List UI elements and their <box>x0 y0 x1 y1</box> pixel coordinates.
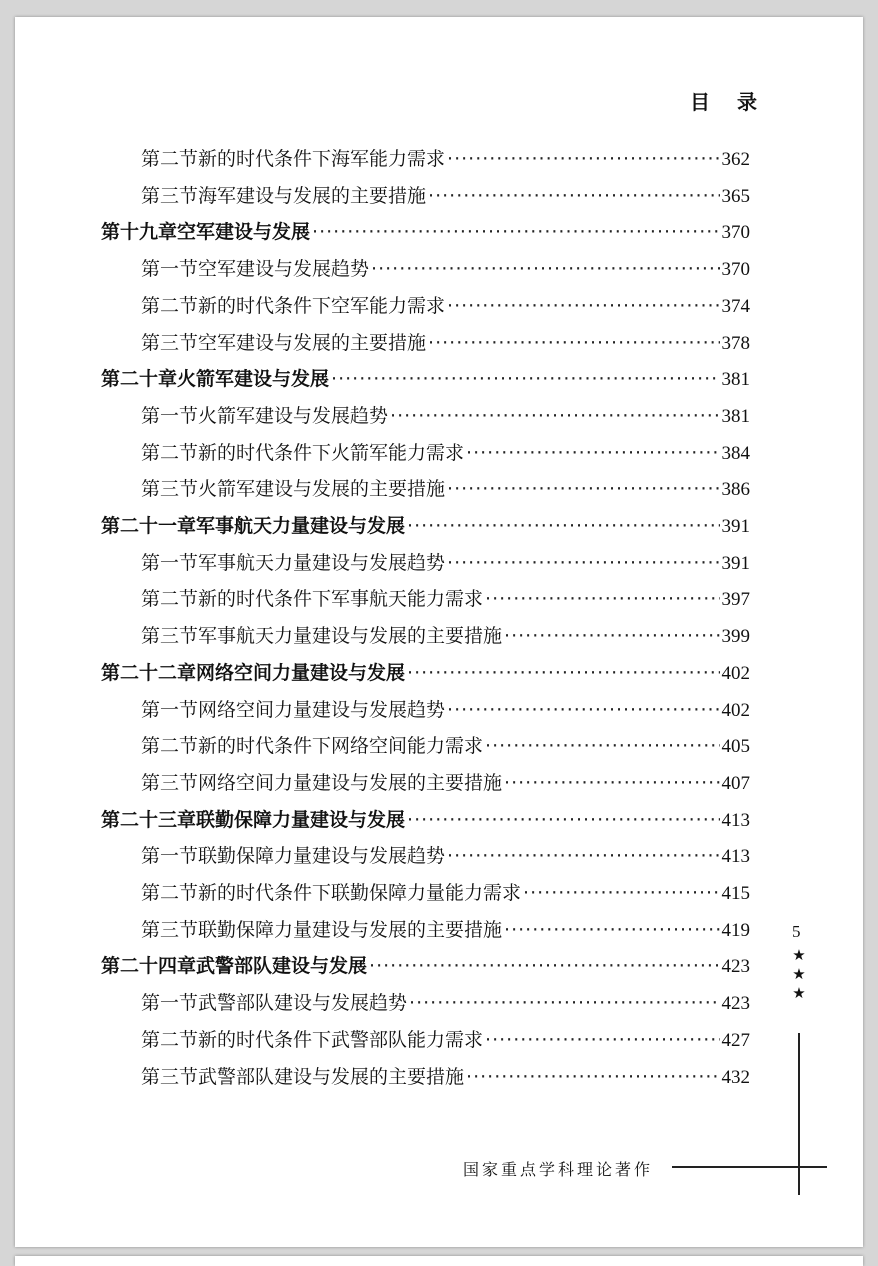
toc-section-entry <box>141 440 750 466</box>
toc-entry-label: 第二节 <box>141 295 199 317</box>
toc-entry-title: 军事航天力量建设与发展趋势 <box>198 552 446 574</box>
dot-leader <box>369 953 719 979</box>
footer-series-title: 国家重点学科理论著作 <box>463 1160 654 1179</box>
toc-entry-page-number: 432 <box>721 1067 750 1088</box>
dot-leader <box>447 293 719 319</box>
toc-entry-label: 第三节 <box>141 919 199 941</box>
dot-leader <box>504 917 719 943</box>
toc-entry-title: 网络空间力量建设与发展 <box>196 662 406 684</box>
toc-entry-label: 第二十一章 <box>101 515 197 537</box>
dot-leader <box>371 256 719 282</box>
dot-leader <box>485 1027 719 1053</box>
toc-entry-page-number: 423 <box>721 956 750 977</box>
toc-section-entry <box>141 1064 750 1090</box>
toc-entry-label: 第一节 <box>141 552 199 574</box>
toc-section-entry <box>141 880 750 906</box>
toc-chapter-entry <box>101 660 750 686</box>
toc-entry-title: 新的时代条件下空军能力需求 <box>198 295 446 317</box>
toc-entry-page-number: 370 <box>721 259 750 280</box>
toc-entry-page-number: 384 <box>721 443 750 464</box>
dot-leader <box>447 550 719 576</box>
toc-section-entry <box>141 550 750 576</box>
toc-entry-title: 新的时代条件下联勤保障力量能力需求 <box>198 882 522 904</box>
toc-entry-label: 第一节 <box>141 258 199 280</box>
toc-entry-label: 第三节 <box>141 625 199 647</box>
toc-entry-title: 武警部队建设与发展趋势 <box>198 992 408 1014</box>
toc-section-entry <box>141 330 750 356</box>
toc-entry-page-number: 419 <box>721 920 750 941</box>
toc-entry-page-number: 374 <box>721 296 750 317</box>
toc-section-entry <box>141 623 750 649</box>
dot-leader <box>407 660 719 686</box>
dot-leader <box>447 476 719 502</box>
toc-entry-title: 火箭军建设与发展趋势 <box>198 405 389 427</box>
toc-entry-label: 第二节 <box>141 442 199 464</box>
toc-entry-label: 第一节 <box>141 699 199 721</box>
toc-entry-title: 联勤保障力量建设与发展趋势 <box>198 845 446 867</box>
page-title: 目 录 <box>690 90 767 114</box>
toc-entry-title: 新的时代条件下军事航天能力需求 <box>198 588 484 610</box>
dot-leader <box>466 1064 719 1090</box>
toc-entry-label: 第二节 <box>141 735 199 757</box>
next-page-edge <box>15 1256 863 1266</box>
toc-entry-page-number: 391 <box>721 516 750 537</box>
star-ornament <box>789 946 809 1003</box>
toc-entry-label: 第二节 <box>141 588 199 610</box>
toc-entry-title: 武警部队建设与发展 <box>196 955 368 977</box>
star-icon: ★ <box>792 984 806 1002</box>
toc-entry-page-number: 362 <box>721 149 750 170</box>
toc-entry-title: 联勤保障力量建设与发展 <box>196 809 406 831</box>
toc-section-entry <box>141 697 750 723</box>
toc-entry-title: 空军建设与发展的主要措施 <box>198 332 427 354</box>
toc-entry-title: 联勤保障力量建设与发展的主要措施 <box>198 919 503 941</box>
toc-entry-label: 第二十三章 <box>101 809 197 831</box>
toc-section-entry <box>141 183 750 209</box>
dot-leader <box>407 807 719 833</box>
dot-leader <box>331 366 719 392</box>
toc-chapter-entry <box>101 219 750 245</box>
dot-leader <box>447 697 719 723</box>
dot-leader <box>504 623 719 649</box>
dot-leader <box>485 586 719 612</box>
toc-entry-label: 第三节 <box>141 332 199 354</box>
toc-section-entry <box>141 403 750 429</box>
toc-section-entry <box>141 146 750 172</box>
toc-entry-title: 军事航天力量建设与发展 <box>196 515 406 537</box>
dot-leader <box>504 770 719 796</box>
dot-leader <box>466 440 719 466</box>
toc-entry-title: 网络空间力量建设与发展的主要措施 <box>198 772 503 794</box>
dot-leader <box>409 990 719 1016</box>
toc-entry-page-number: 381 <box>721 369 750 390</box>
toc-entry-label: 第二节 <box>141 1029 199 1051</box>
toc-entry-page-number: 413 <box>721 846 750 867</box>
toc-chapter-entry <box>101 953 750 979</box>
toc-entry-label: 第三节 <box>141 478 199 500</box>
toc-entry-page-number: 413 <box>721 810 750 831</box>
toc-entry-page-number: 402 <box>721 700 750 721</box>
toc-section-entry <box>141 1027 750 1053</box>
toc-entry-page-number: 391 <box>721 553 750 574</box>
toc-entry-page-number: 386 <box>721 479 750 500</box>
vertical-rule <box>798 1033 800 1195</box>
toc-entry-title: 新的时代条件下网络空间能力需求 <box>198 735 484 757</box>
page-number: 5 <box>792 922 801 941</box>
toc-section-entry <box>141 733 750 759</box>
toc-section-entry <box>141 770 750 796</box>
toc-entry-title: 新的时代条件下火箭军能力需求 <box>198 442 465 464</box>
toc-entry-label: 第二节 <box>141 882 199 904</box>
toc-entry-title: 新的时代条件下海军能力需求 <box>198 148 446 170</box>
toc-entry-label: 第一节 <box>141 845 199 867</box>
star-icon: ★ <box>792 965 806 983</box>
toc-section-entry <box>141 256 750 282</box>
toc-entry-label: 第三节 <box>141 1066 199 1088</box>
toc-section-entry <box>141 586 750 612</box>
toc-entry-page-number: 397 <box>721 589 750 610</box>
toc-entry-page-number: 402 <box>721 663 750 684</box>
toc-entry-title: 空军建设与发展 <box>177 221 311 243</box>
toc-entry-title: 火箭军建设与发展的主要措施 <box>198 478 446 500</box>
dot-leader <box>407 513 719 539</box>
dot-leader <box>428 183 719 209</box>
toc-entry-page-number: 399 <box>721 626 750 647</box>
toc-entry-title: 海军建设与发展的主要措施 <box>198 185 427 207</box>
toc-entry-title: 火箭军建设与发展 <box>177 368 330 390</box>
dot-leader <box>428 330 719 356</box>
toc-entry-page-number: 381 <box>721 406 750 427</box>
toc-entry-label: 第十九章 <box>101 221 178 243</box>
horizontal-rule <box>672 1166 827 1168</box>
toc-section-entry <box>141 917 750 943</box>
dot-leader <box>447 146 719 172</box>
toc-entry-label: 第二十章 <box>101 368 178 390</box>
toc-entry-label: 第一节 <box>141 992 199 1014</box>
dot-leader <box>390 403 719 429</box>
toc-entry-page-number: 423 <box>721 993 750 1014</box>
toc-entry-page-number: 415 <box>721 883 750 904</box>
toc-entry-label: 第二节 <box>141 148 199 170</box>
toc-entry-page-number: 370 <box>721 222 750 243</box>
toc-entry-page-number: 405 <box>721 736 750 757</box>
toc-entry-label: 第三节 <box>141 772 199 794</box>
toc-entry-page-number: 378 <box>721 333 750 354</box>
toc-section-entry <box>141 476 750 502</box>
toc-entry-title: 新的时代条件下武警部队能力需求 <box>198 1029 484 1051</box>
dot-leader <box>312 219 719 245</box>
toc-entry-label: 第二十四章 <box>101 955 197 977</box>
toc-chapter-entry <box>101 807 750 833</box>
dot-leader <box>523 880 719 906</box>
toc-entry-page-number: 407 <box>721 773 750 794</box>
dot-leader <box>485 733 719 759</box>
toc-section-entry <box>141 293 750 319</box>
toc-section-entry <box>141 843 750 869</box>
toc-chapter-entry <box>101 366 750 392</box>
toc-entry-page-number: 365 <box>721 186 750 207</box>
toc-entry-label: 第一节 <box>141 405 199 427</box>
toc-entry-page-number: 427 <box>721 1030 750 1051</box>
toc-entry-title: 空军建设与发展趋势 <box>198 258 370 280</box>
toc-entry-label: 第二十二章 <box>101 662 197 684</box>
toc-entry-title: 网络空间力量建设与发展趋势 <box>198 699 446 721</box>
star-icon: ★ <box>792 946 806 964</box>
toc-entry-label: 第三节 <box>141 185 199 207</box>
toc-entry-title: 武警部队建设与发展的主要措施 <box>198 1066 465 1088</box>
toc-chapter-entry <box>101 513 750 539</box>
dot-leader <box>447 843 719 869</box>
toc-entry-title: 军事航天力量建设与发展的主要措施 <box>198 625 503 647</box>
toc-section-entry <box>141 990 750 1016</box>
